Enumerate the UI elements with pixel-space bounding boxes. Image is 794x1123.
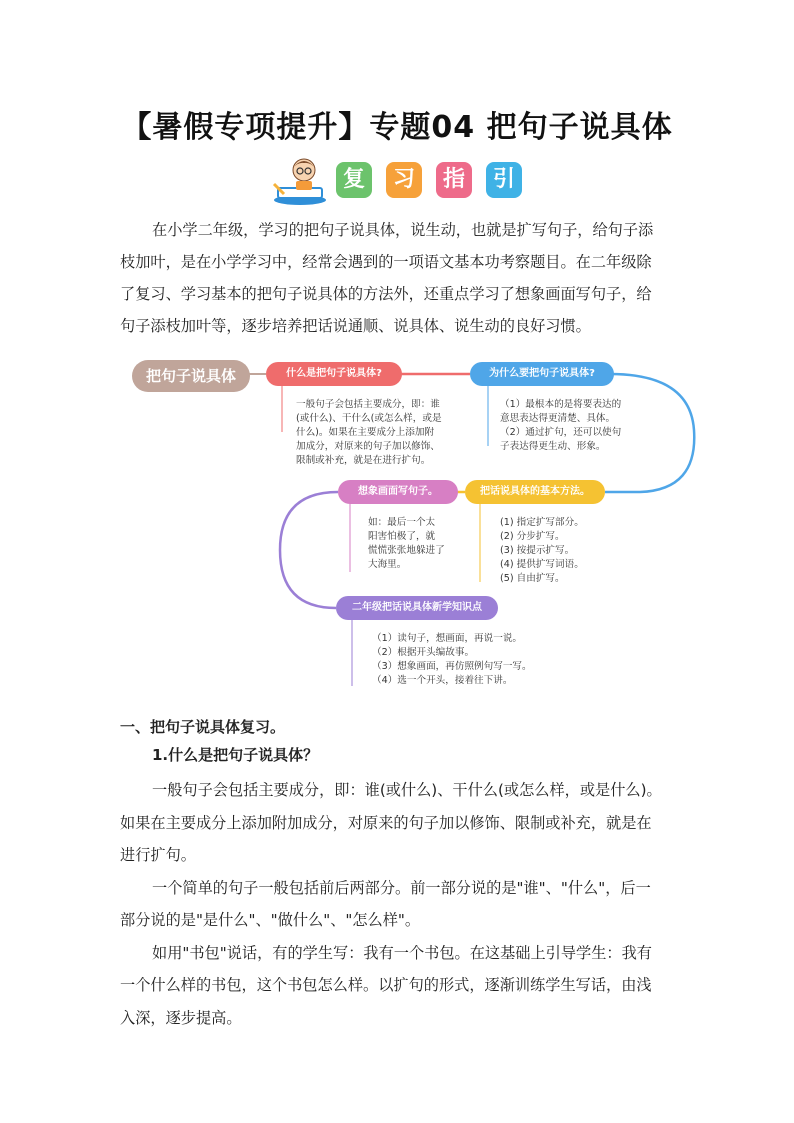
mindmap-node-new-points: 二年级把话说具体新学知识点 <box>336 596 498 620</box>
review-guide-banner <box>270 154 530 206</box>
intro-paragraph <box>120 214 680 342</box>
body-line: 一个简单的句子一般包括前后两部分。前一部分说的是"谁"、"什么"，后一 <box>152 878 651 897</box>
mindmap-text-methods: (1) 指定扩写部分。 (2) 分步扩写。 (3) 按提示扩写。 (4) 提供扩写词语。 (5) 自由扩写。 <box>500 517 584 584</box>
mindmap-node-why: 为什么要把句子说具体? <box>470 362 614 386</box>
mindmap-node-imagine: 想象画面写句子。 <box>338 480 458 504</box>
body-line: 部分说的是"是什么"、"做什么"、"怎么样"。 <box>120 911 421 929</box>
guide-tile-xi: 习 <box>386 162 422 198</box>
body-line: 如果在主要成分上添加附加成分，对原来的句子加以修饰、限制或补充，就是在 <box>120 813 652 832</box>
guide-tile-yin: 引 <box>486 162 522 198</box>
body-text <box>120 774 680 1034</box>
body-line: 入深，逐步提高。 <box>120 1008 242 1027</box>
body-line: 一般句子会包括主要成分，即：谁(或什么)、干什么(或怎么样，或是什么)。 <box>152 781 662 799</box>
body-line: 如用"书包"说话，有的学生写：我有一个书包。在这基础上引导学生：我有 <box>152 943 652 962</box>
intro-line: 句子添枝加叶等，逐步培养把话说通顺、说具体、说生动的良好习惯。 <box>120 317 591 335</box>
mindmap-root: 把句子说具体 <box>132 360 250 392</box>
body-line: 进行扩句。 <box>120 846 196 864</box>
mindmap-node-methods: 把话说具体的基本方法。 <box>465 480 605 504</box>
guide-tile-zhi: 指 <box>436 162 472 198</box>
mindmap-node-what: 什么是把句子说具体? <box>266 362 402 386</box>
intro-line: 枝加叶，是在小学学习中，经常会遇到的一项语文基本功考察题目。在二年级除 <box>120 253 652 271</box>
intro-line: 在小学二年级，学习的把句子说具体，说生动，也就是扩写句子，给句子添 <box>152 221 654 239</box>
mindmap-text-why: （1）最根本的是将要表达的 意思表达得更清楚、具体。 （2）通过扩句，还可以使句 子表达得更生动、形象。 <box>500 399 622 452</box>
page-title: 【暑假专项提升】专题04 把句子说具体 <box>121 110 673 145</box>
section-heading: 一、把句子说具体复习。 <box>120 718 286 736</box>
sub-heading: 1.什么是把句子说具体？ <box>152 746 319 764</box>
mindmap-text-new-points: （1）读句子，想画面，再说一说。 （2）根据开头编故事。 （3）想象画面，再仿照例句写一写。 （4）选一个开头，接着往下讲。 <box>372 633 532 686</box>
body-line: 一个什么样的书包，这个书包怎么样。以扩句的形式，逐渐训练学生写话，由浅 <box>120 976 652 994</box>
mind-map <box>0 350 794 695</box>
mindmap-text-what: 一般句子会包括主要成分，即：谁 (或什么)、干什么(或怎么样，或是 什么)。如果在主要成分上添加附 加成分，对原来的句子加以修饰、 限制或补充，就是在进行扩句。 <box>296 399 442 466</box>
student-reading-icon <box>270 154 330 206</box>
intro-line: 了复习、学习基本的把句子说具体的方法外，还重点学习了想象画面写句子，给 <box>120 285 652 303</box>
guide-tile-fu: 复 <box>336 162 372 198</box>
mindmap-text-imagine: 如：最后一个太 阳害怕极了，就 慌慌张张地躲进了 大海里。 <box>368 517 445 570</box>
